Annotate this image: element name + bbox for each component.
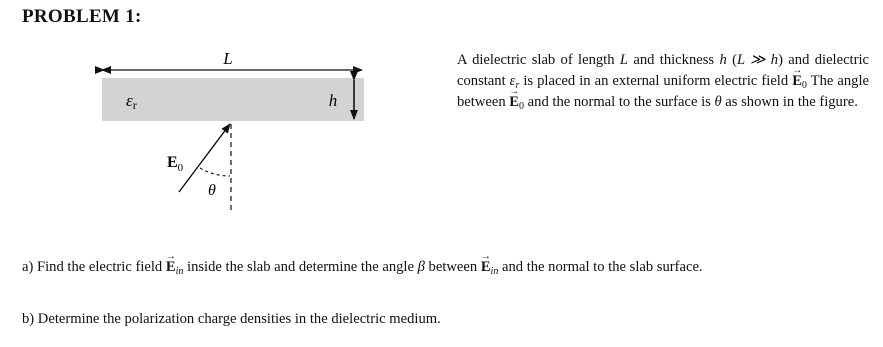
desc-math-E0: → E — [509, 92, 519, 113]
desc-math-condition: L ≫ h — [736, 52, 779, 68]
qa-math-Ein-sub: in — [175, 266, 184, 277]
permittivity-label: εr — [126, 91, 137, 112]
slab-figure — [0, 0, 440, 230]
desc-math-epsilon-sub: r — [515, 80, 520, 91]
field-label: $E_0$ — [167, 154, 184, 174]
desc-math-E0-sub: 0 — [519, 101, 525, 112]
desc-math-epsilon: ε — [509, 73, 516, 89]
desc-text: The angle between — [457, 73, 869, 110]
desc-text: and thickness — [628, 52, 720, 68]
desc-text: A dielectric slab of length — [457, 52, 620, 68]
qa-math-Ein: → E — [481, 257, 491, 278]
question-b: b) Determine the polarization charge densities in the dielectric medium. — [22, 311, 441, 327]
qa-text: a) Find the electric field — [22, 259, 166, 275]
problem-title: PROBLEM 1: — [22, 6, 142, 27]
qa-math-beta: β — [417, 259, 425, 275]
desc-math-h: h — [719, 52, 727, 68]
length-label: L — [223, 49, 233, 68]
desc-math-E0: → E — [792, 71, 802, 92]
qa-text: inside the slab and determine the angle — [183, 259, 418, 275]
desc-text: ( — [732, 52, 737, 68]
desc-math-E0-sub: 0 — [801, 80, 807, 91]
qa-math-Ein: → E — [166, 257, 176, 278]
desc-math-L: L — [619, 52, 629, 68]
qa-math-Ein-sub: in — [490, 266, 499, 277]
desc-text: and the normal to the surface is — [524, 94, 715, 110]
desc-math-theta: θ — [714, 94, 722, 110]
question-a — [22, 257, 862, 278]
desc-text: is placed in an external uniform electric field — [519, 73, 793, 89]
angle-label: θ — [208, 182, 216, 199]
dielectric-slab — [102, 78, 364, 121]
desc-text: as shown in the figure. — [721, 94, 858, 110]
problem-description — [457, 50, 869, 113]
qa-text: and the normal to the slab surface. — [498, 259, 703, 275]
angle-arc — [200, 168, 230, 176]
desc-text: ) and dielectric constant — [457, 52, 869, 89]
qa-text: between — [424, 259, 481, 275]
thickness-label: h — [328, 91, 338, 110]
field-vector-arrow — [179, 124, 230, 192]
